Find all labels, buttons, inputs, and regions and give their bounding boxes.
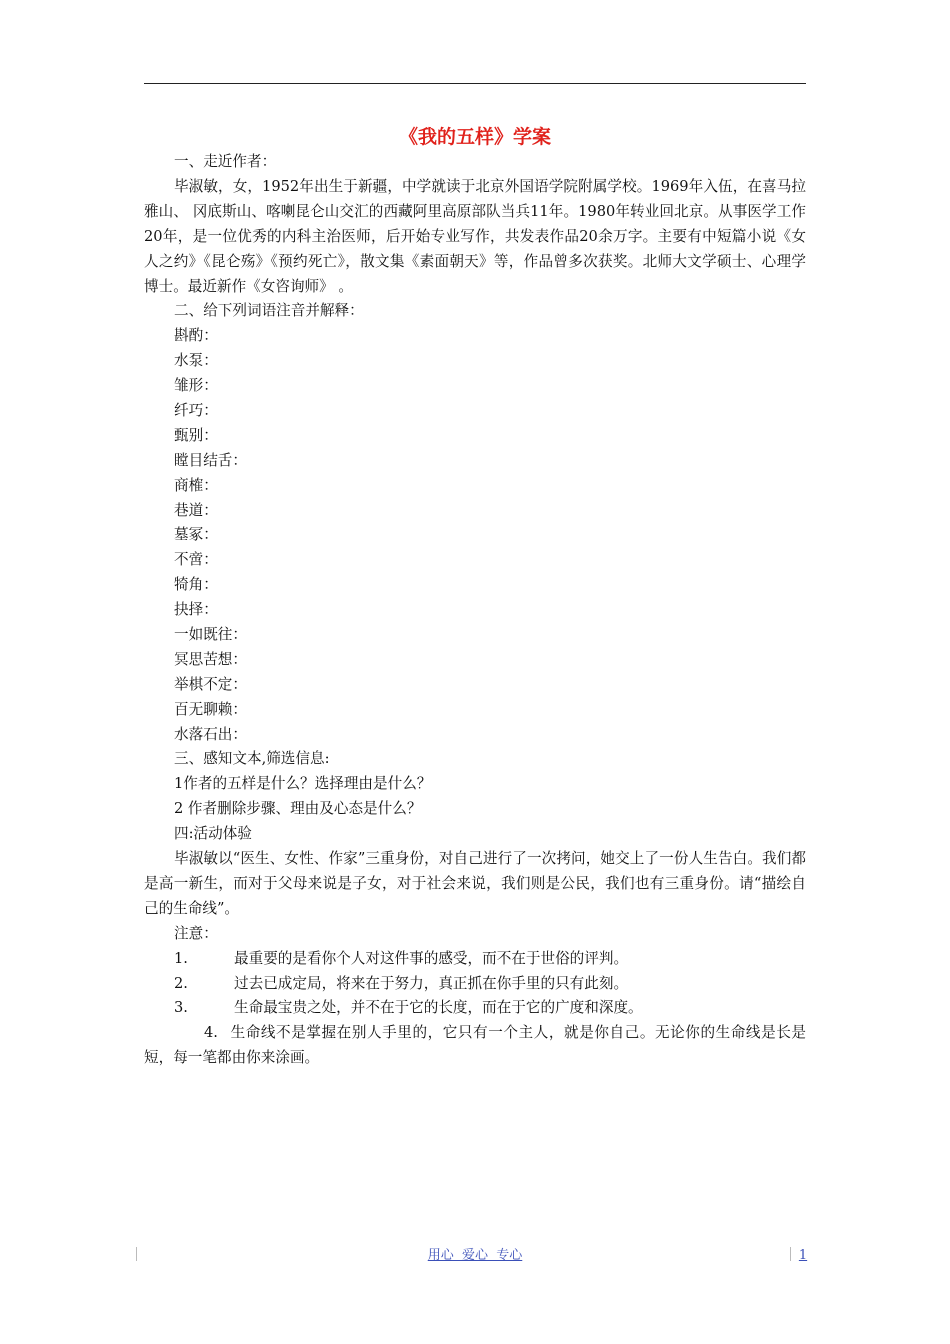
term-item: 一如既往：	[174, 626, 247, 643]
term-item: 举棋不定：	[174, 675, 247, 693]
note-number: 4.	[204, 1024, 218, 1042]
note-number: 3.	[174, 999, 188, 1017]
term-item: 犄角：	[174, 576, 218, 594]
term-item: 不啻：	[174, 551, 218, 569]
term-item: 水落石出：	[174, 725, 247, 743]
note-label: 注意：	[174, 924, 218, 942]
document-title: 《我的五样》学案	[398, 126, 551, 148]
term-item: 斟酌：	[174, 327, 218, 345]
term-item: 冥思苦想：	[174, 650, 247, 668]
footer-motto: 用心 爱心 专心	[427, 1248, 523, 1263]
term-item: 墓冢：	[174, 526, 218, 544]
term-item: 甄别：	[174, 426, 218, 444]
term-item: 纤巧：	[174, 401, 218, 419]
section2-heading: 二、给下列词语注音并解释：	[174, 302, 364, 320]
note-text: 过去已成定局，将来在于努力，真正抓在你手里的只有此刻。	[234, 974, 629, 992]
note-text: 生命最宝贵之处，并不在于它的长度，而在于它的广度和深度。	[234, 999, 643, 1017]
term-item: 雏形：	[174, 377, 218, 395]
note-item	[144, 1021, 806, 1071]
term-item: 商榷：	[174, 476, 218, 494]
note-item	[144, 947, 806, 972]
note-number: 2.	[174, 974, 188, 992]
term-item: 水泵：	[174, 352, 218, 370]
footer-left-tick	[136, 1247, 137, 1261]
section1-heading: 一、走近作者：	[174, 153, 277, 170]
question-item: 2 作者删除步骤、理由及心态是什么？	[174, 800, 422, 818]
note-item	[144, 996, 806, 1021]
author-paragraph: 毕淑敏，女，1952年出生于新疆，中学就读于北京外国语学院附属学校。1969年入伍，在喜马拉雅山、 冈底斯山、喀喇昆仑山交汇的西藏阿里高原部队当兵11年。1980年转业回北京。从事医学工作20年，是一位优秀的内科主治医师，后开始专业写作，共发表作品20余万字。主要有中短篇小说《女人之约》《昆仑殇》《预约死亡》，散文集《素面朝天》等，作品曾多次获奖。北师大文学硕士、心理学博士。最近新作《女咨询师》 。	[144, 177, 806, 295]
question-item: 1作者的五样是什么？选择理由是什么？	[174, 775, 432, 793]
note-item	[144, 972, 806, 997]
page-number: 1	[798, 1248, 808, 1263]
document-body	[144, 150, 806, 1071]
header-rule	[144, 83, 806, 84]
term-item: 巷道：	[174, 501, 218, 519]
section4-heading: 四:活动体验	[174, 825, 252, 843]
note-number: 1.	[174, 949, 188, 967]
term-item: 抉择：	[174, 601, 218, 619]
note-text: 生命线不是掌握在别人手里的，它只有一个主人，就是你自己。无论你的生命线是长是短，每一笔都由你来涂画。	[144, 1024, 806, 1067]
activity-paragraph: 毕淑敏以“医生、女性、作家”三重身份，对自己进行了一次拷问，她交上了一份人生告白。我们都是高一新生，而对于父母来说是子女，对于社会来说，我们则是公民，我们也有三重身份。请“描绘自己的生命线”。	[144, 850, 806, 917]
footer-right-tick	[790, 1247, 791, 1261]
note-text: 最重要的是看你个人对这件事的感受，而不在于世俗的评判。	[234, 949, 629, 967]
section3-heading: 三、感知文本,筛选信息:	[174, 750, 330, 768]
term-item: 百无聊赖：	[174, 700, 247, 718]
term-item: 瞠目结舌：	[174, 451, 247, 469]
